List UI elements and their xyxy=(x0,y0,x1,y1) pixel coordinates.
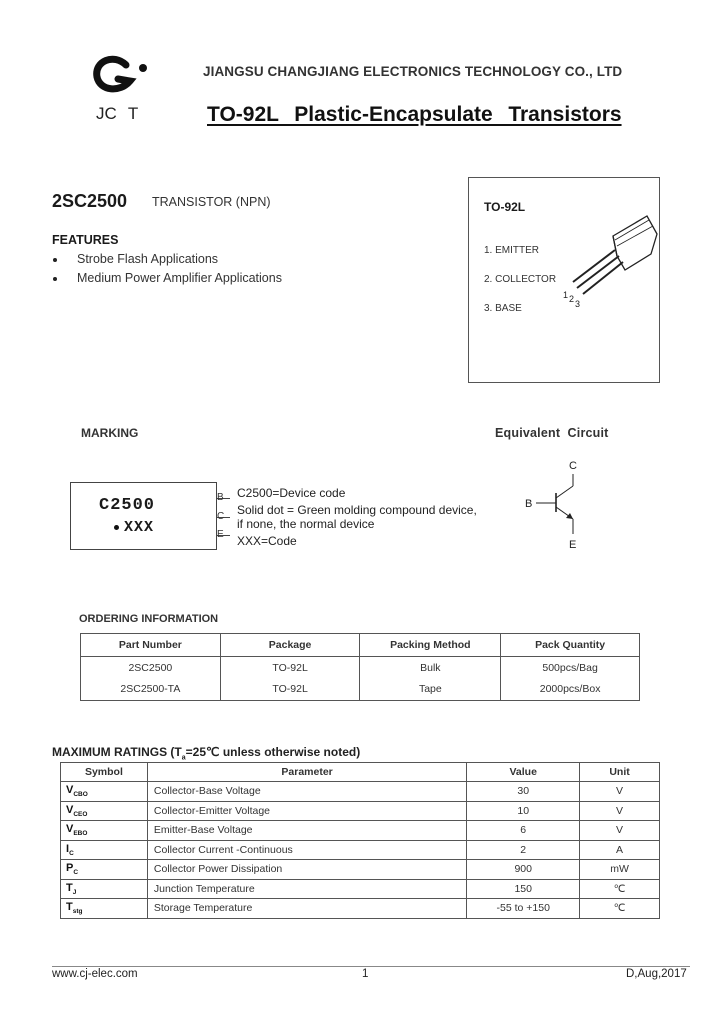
ordering-table xyxy=(80,633,640,701)
mark-pin-c: C xyxy=(217,511,225,522)
marking-desc-xxx: XXX=Code xyxy=(237,534,297,548)
table-header-row xyxy=(61,763,660,782)
unit-cell: ℃ xyxy=(580,899,660,919)
marking-desc-none: if none, the normal device xyxy=(237,517,375,531)
symbol-cell: $T_J$ xyxy=(61,879,148,899)
part-type: TRANSISTOR (NPN) xyxy=(152,195,271,209)
col-part-number: Part Number xyxy=(81,634,221,657)
package-name: TO-92L xyxy=(484,200,526,214)
footer-divider xyxy=(52,966,690,967)
col-parameter: Parameter xyxy=(147,763,466,782)
marking-desc-solid-dot: Solid dot = Green molding compound device, xyxy=(237,503,477,517)
equivalent-circuit-heading: Equivalent Circuit xyxy=(495,426,609,440)
col-packing-method: Packing Method xyxy=(360,634,501,657)
footer-page-number: 1 xyxy=(362,968,369,980)
unit-cell: V xyxy=(580,801,660,821)
jct-logo-icon xyxy=(88,55,152,99)
symbol-cell: $I_C$ xyxy=(61,840,148,860)
table-row xyxy=(61,821,660,841)
pkg-pin-3: 3 xyxy=(575,299,581,309)
to92l-package-icon xyxy=(555,210,665,320)
logo-text: JC T xyxy=(96,104,139,123)
col-package: Package xyxy=(220,634,360,657)
marking-box xyxy=(70,482,217,550)
pin-2-label: 2. COLLECTOR xyxy=(484,274,557,285)
value-cell: 6 xyxy=(467,821,580,841)
value-cell: 2 xyxy=(467,840,580,860)
parameter-cell: Collector-Emitter Voltage xyxy=(147,801,466,821)
table-row xyxy=(81,679,640,701)
table-row xyxy=(61,840,660,860)
symbol-cell: $P_C$ xyxy=(61,860,148,880)
value-cell: -55 to +150 xyxy=(467,899,580,919)
parameter-cell: Storage Temperature xyxy=(147,899,466,919)
cell: 2SC2500 xyxy=(81,657,221,679)
cell: Tape xyxy=(360,679,501,701)
pin-3-label: 3. BASE xyxy=(484,303,522,314)
table-row xyxy=(61,879,660,899)
table-row xyxy=(81,657,640,679)
pin-1-label: 1. EMITTER xyxy=(484,245,540,256)
marking-heading: MARKING xyxy=(81,426,139,440)
footer-date: D,Aug,2017 xyxy=(626,968,687,980)
feature-item: Strobe Flash Applications xyxy=(52,252,282,271)
solid-dot-icon xyxy=(114,525,119,530)
document-title: TO-92L Plastic-Encapsulate Transistors xyxy=(207,103,622,126)
parameter-cell: Collector Power Dissipation xyxy=(147,860,466,880)
table-header-row xyxy=(81,634,640,657)
unit-cell: ℃ xyxy=(580,879,660,899)
ordering-heading: ORDERING INFORMATION xyxy=(79,613,219,625)
part-number: 2SC2500 xyxy=(52,191,128,211)
col-pack-quantity: Pack Quantity xyxy=(501,634,640,657)
ratings-table xyxy=(60,762,660,919)
features-heading: FEATURES xyxy=(52,233,119,247)
unit-cell: A xyxy=(580,840,660,860)
circuit-label-c: C xyxy=(569,460,577,472)
marking-code: C2500 xyxy=(99,496,156,515)
table-row xyxy=(61,860,660,880)
symbol-cell: $T_{stg}$ xyxy=(61,899,148,919)
parameter-cell: Emitter-Base Voltage xyxy=(147,821,466,841)
value-cell: 900 xyxy=(467,860,580,880)
col-unit: Unit xyxy=(580,763,660,782)
unit-cell: V xyxy=(580,821,660,841)
feature-item: Medium Power Amplifier Applications xyxy=(52,271,282,290)
unit-cell: mW xyxy=(580,860,660,880)
value-cell: 150 xyxy=(467,879,580,899)
cell: Bulk xyxy=(360,657,501,679)
symbol-cell: $V_{EBO}$ xyxy=(61,821,148,841)
value-cell: 10 xyxy=(467,801,580,821)
cell: 500pcs/Bag xyxy=(501,657,640,679)
cell: TO-92L xyxy=(220,657,360,679)
ratings-heading: MAXIMUM RATINGS ($T_a=25℃$ unless otherwise noted) xyxy=(52,745,361,762)
table-row xyxy=(61,801,660,821)
symbol-cell: $V_{CEO}$ xyxy=(61,801,148,821)
mark-pin-b: B xyxy=(217,492,224,503)
marking-desc-device-code: C2500=Device code xyxy=(237,486,346,500)
company-name: JIANGSU CHANGJIANG ELECTRONICS TECHNOLOGY CO., LTD xyxy=(203,64,623,79)
footer-url: www.cj-elec.com xyxy=(52,968,138,980)
marking-xxx: XXX xyxy=(124,519,155,536)
parameter-cell: Junction Temperature xyxy=(147,879,466,899)
symbol-cell: $V_{CBO}$ xyxy=(61,782,148,802)
parameter-cell: Collector-Base Voltage xyxy=(147,782,466,802)
col-value: Value xyxy=(467,763,580,782)
cell: TO-92L xyxy=(220,679,360,701)
unit-cell: V xyxy=(580,782,660,802)
cell: 2000pcs/Box xyxy=(501,679,640,701)
table-row xyxy=(61,899,660,919)
npn-transistor-icon xyxy=(520,456,600,552)
parameter-cell: Collector Current -Continuous xyxy=(147,840,466,860)
mark-pin-e: E xyxy=(217,529,224,540)
circuit-label-b: B xyxy=(525,498,533,510)
circuit-label-e: E xyxy=(569,539,577,551)
cell: 2SC2500-TA xyxy=(81,679,221,701)
value-cell: 30 xyxy=(467,782,580,802)
pkg-pin-1: 1 xyxy=(563,290,569,300)
col-symbol: Symbol xyxy=(61,763,148,782)
pkg-pin-2: 2 xyxy=(569,294,575,304)
features-list xyxy=(52,252,282,290)
table-row xyxy=(61,782,660,802)
